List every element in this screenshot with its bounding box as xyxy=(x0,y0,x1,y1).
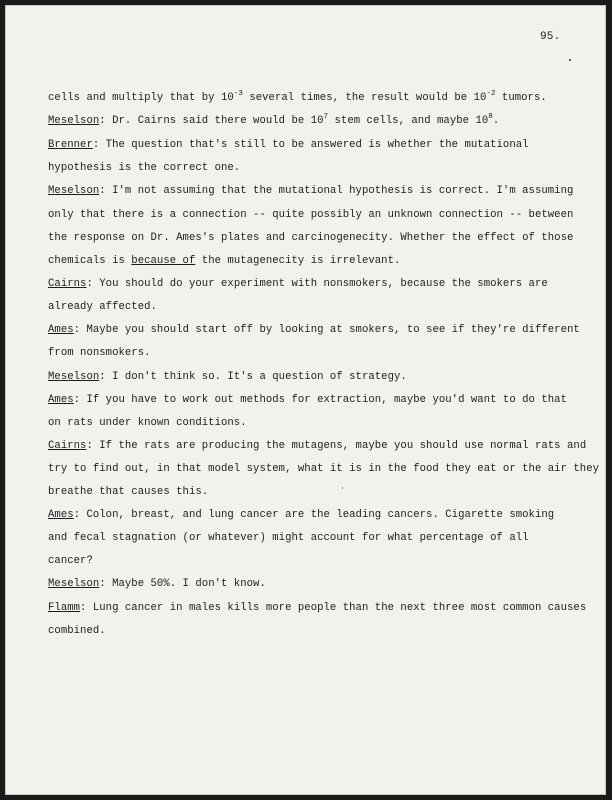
transcript-line xyxy=(48,602,586,615)
page-number: 95. xyxy=(540,31,561,43)
transcript-line xyxy=(48,115,499,128)
transcript-line xyxy=(48,532,529,545)
transcript-line xyxy=(48,92,547,105)
transcript-line xyxy=(48,347,151,360)
transcript-line xyxy=(48,417,247,430)
transcript-line xyxy=(48,185,573,198)
line-text: on rats under known conditions. xyxy=(48,417,247,429)
exponent: -2 xyxy=(486,90,496,98)
speaker-name: Meselson xyxy=(48,578,100,590)
line-text: the response on Dr. Ames's plates and carcinogenecity. Whether the effect of those xyxy=(48,232,574,244)
line-text: cells and multiply that by 10 xyxy=(48,92,234,104)
transcript-line xyxy=(48,578,266,591)
speaker-name: Cairns xyxy=(48,278,87,290)
line-text: : You should do your experiment with nonsmokers, because the smokers are xyxy=(86,278,548,290)
underlined-text: because of xyxy=(131,255,196,267)
line-text: : Maybe 50%. I don't know. xyxy=(99,578,266,590)
line-text: : Colon, breast, and lung cancer are the leading cancers. Cigarette smoking xyxy=(73,509,555,521)
line-text: : Dr. Cairns said there would be 10 xyxy=(99,115,324,127)
transcript-line xyxy=(48,509,554,522)
line-text: : If you have to work out methods for extraction, maybe you'd want to do that xyxy=(73,394,568,406)
transcript-line xyxy=(48,209,573,222)
transcript-line xyxy=(48,301,157,314)
speaker-name: Meselson xyxy=(48,115,100,127)
line-text: the mutagenecity is irrelevant. xyxy=(195,255,401,267)
line-text: chemicals is xyxy=(48,255,132,267)
line-text: only that there is a connection -- quite possibly an unknown connection -- between xyxy=(48,209,574,221)
line-text: : I'm not assuming that the mutational hypothesis is correct. I'm assuming xyxy=(99,185,574,197)
ink-dot xyxy=(569,59,571,61)
speaker-name: Cairns xyxy=(48,440,87,452)
transcript-line xyxy=(48,232,573,245)
transcript-line xyxy=(48,371,407,384)
speaker-name: Ames xyxy=(48,394,74,406)
exponent: -3 xyxy=(233,90,243,98)
transcript-line xyxy=(48,486,208,499)
transcript-line xyxy=(48,162,240,175)
transcript-line xyxy=(48,555,93,568)
speaker-name: Ames xyxy=(48,509,74,521)
line-text: several times, the result would be 10 xyxy=(242,92,487,104)
speaker-name: Meselson xyxy=(48,371,100,383)
speaker-name: Flamm xyxy=(48,602,81,614)
speaker-name: Brenner xyxy=(48,139,93,151)
transcript-line xyxy=(48,394,567,407)
line-text: : Lung cancer in males kills more people than the next three most common causes xyxy=(80,602,587,614)
speaker-name: Ames xyxy=(48,324,74,336)
line-text: : The question that's still to be answered is whether the mutational xyxy=(92,139,529,151)
line-text: try to find out, in that model system, what it is in the food they eat or the air they xyxy=(48,463,600,475)
transcript-line xyxy=(48,255,400,268)
line-text: combined. xyxy=(48,625,106,637)
line-text: . xyxy=(492,115,500,127)
line-text: stem cells, and maybe 10 xyxy=(328,115,489,127)
ink-speck xyxy=(342,487,343,489)
transcript-line xyxy=(48,625,106,638)
line-text: tumors. xyxy=(495,92,547,104)
line-text: already affected. xyxy=(48,301,157,313)
line-text: : I don't think so. It's a question of strategy. xyxy=(99,371,407,383)
line-text: cancer? xyxy=(48,555,93,567)
transcript-line xyxy=(48,440,586,453)
speaker-name: Meselson xyxy=(48,185,100,197)
exponent: 8 xyxy=(488,113,493,121)
line-text: and fecal stagnation (or whatever) might account for what percentage of all xyxy=(48,532,529,544)
transcript-line xyxy=(48,278,548,291)
line-text: from nonsmokers. xyxy=(48,347,151,359)
exponent: 7 xyxy=(323,113,329,121)
transcript-line xyxy=(48,324,580,337)
line-text: breathe that causes this. xyxy=(48,486,209,498)
transcript-line xyxy=(48,463,599,476)
transcript-line xyxy=(48,139,529,152)
line-text: : Maybe you should start off by looking at smokers, to see if they're different xyxy=(73,324,580,336)
line-text: hypothesis is the correct one. xyxy=(48,162,241,174)
line-text: : If the rats are producing the mutagens, maybe you should use normal rats and xyxy=(86,440,587,452)
